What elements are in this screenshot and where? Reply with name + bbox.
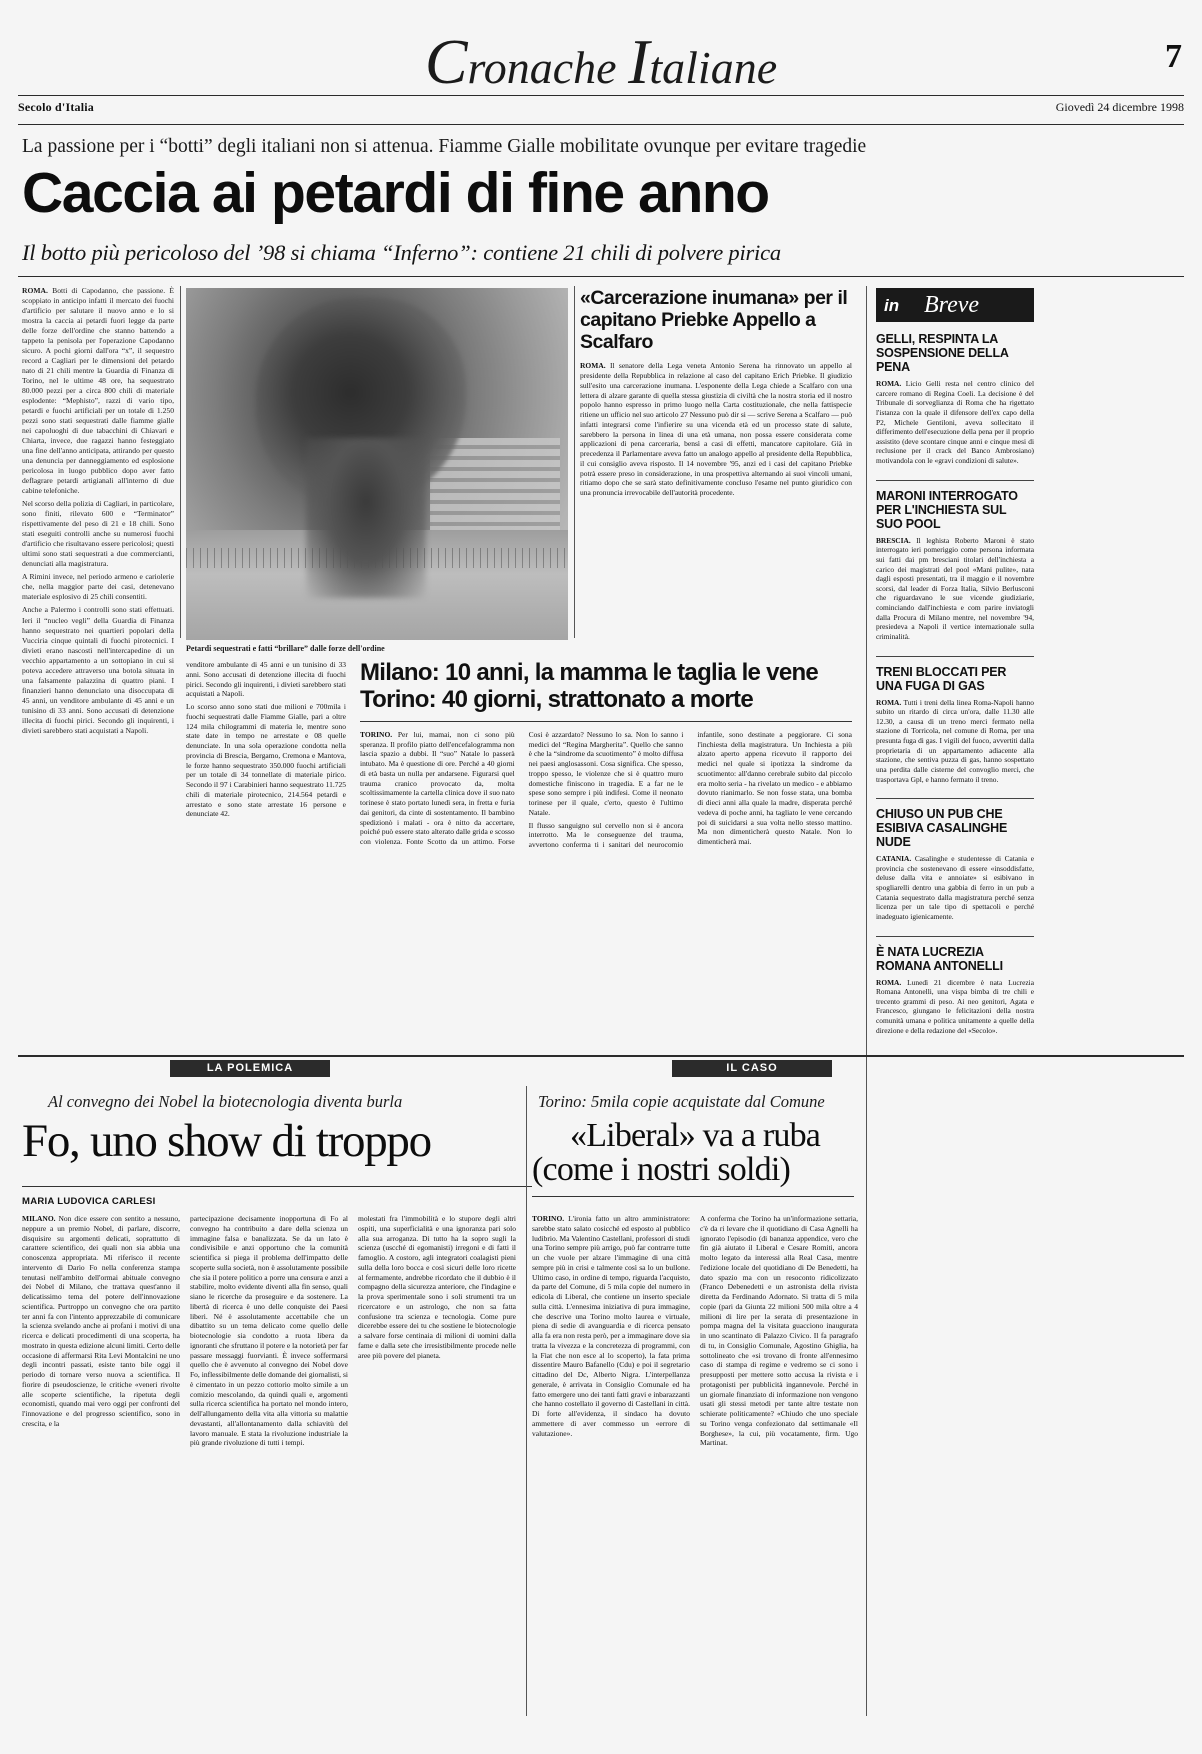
in-breve-logo-breve: Breve bbox=[924, 292, 980, 318]
rule-top bbox=[18, 95, 1184, 96]
rail-item-pub bbox=[876, 807, 1034, 921]
masthead-title-c: C bbox=[424, 26, 468, 97]
rail-divider-2 bbox=[876, 656, 1034, 657]
lead-paragraph-1 bbox=[22, 286, 174, 496]
caso-text-2: A conferma che Torino ha un'informazione settaria, c'è da ri levare che il quotidiano di Casa Agnelli ha ignorato l'episodio (di bananza appendice, vero che fin già aiutato il Liberal e Cesare Romiti, ancora molto legato da interessi alla Real Casa, mentre l'edizione locale del quotidiano di De Benedetti, ha dato spazio ma con un resoconto ridicolizzato (Franco Debenedetti e un astronista della rivista diretta da Ferdinando Adornato. Si tratta di 5 mila copie (pari da Giunta 22 milioni 500 mila oltre a 4 milioni di lire per la serata di presentazione in pompa magna del la visitata guacciono inaugurata in uno scantinato di Palazzo Civico. Il fa paragrafo di tu, in Consiglio Comunale, Agostino Ghiglia, ha sottolineato che «si trovano di fronte all'ennesimo caso di stampa di regime e vedremo se ci sono i presupposti per mettere sotto accusa la rivista e i protagonisti per pubblicità ingannevole. Perché in un giornale finanziato di informazione non vengono usati gli stessi metodi per tante altre testate non schierate politicamente? «Chiudo che uno speciale su Torino venga confezionato dal settimanale «Il Borghese», la cui, più vocatamente, firm. Ugo Martinat. bbox=[700, 1214, 858, 1448]
rule-under-headline bbox=[18, 276, 1184, 277]
masthead-title-cronache: ronache bbox=[467, 42, 629, 93]
rule-polemica-under bbox=[22, 1186, 532, 1187]
lead-body-4: Anche a Palermo i controlli sono stati effettuati. Ieri il “nucleo vegli” della Guardia di Finanza hanno sequestrato nei quartieri popolari della Vucciria cinque quintali di fuochi pirotecnici. I divieti erano nascosti nell'intercapedine di un vecchio appartamento a un sottopiano in cui si poteva accedere attraverso una botola situata in una falsamente palazzina di quattro piani. I finanzieri hanno denunciato una disoccupata di 45 anni, un venditore ambulante di 45 anni e un tunisino di 33 anni. Sono accusati di detenzione illecita di fuochi pirici. Secondo gli inquirenti, i divieti sarebbero stati acquistati a Napoli. bbox=[22, 605, 174, 735]
rail-divider-4 bbox=[876, 936, 1034, 937]
rail-item-lucrezia bbox=[876, 945, 1034, 1036]
rail-item-gelli bbox=[876, 332, 1034, 466]
rule-under-info bbox=[18, 124, 1184, 125]
lead-body-1: Botti di Capodanno, che passione. È scoppiato in anticipo infatti il mercato dei fuochi d'artificio per salutare il nuovo anno e lo si mostra la caccia ai petardi fuori legge da parte delle forze dell'ordine che stanno battendo a tappeto la penisola per l'operazione Capodanno sicuro. A pochi giorni dall'ora “x”, il sequestro record a Cagliari per le dimensioni del petardo nato di 21 chili mentre la Guardia di Finanza di Torino, nel le ultime 48 ore, ha sequestrato 80.000 pezzi per a circa 800 chili di materiale esplodente: “Mephisto”, razzi di vario tipo, petardi e fuochi artificiali per un totale di 1.250 pezzi sono stati sequestrati dalle fiamme gialle nei capoluoghi di due tabacchini di Chiavari e Chiarta, invece, due ragazzi hanno festeggiato una fine dell'anno anticipata, attirando per questo una denuncia per danneggiamento ed esplosione pericolosa in luogo pubblico dopo aver fatto deflagrare petardi artigianali all'interno di due cabine telefoniche. bbox=[22, 286, 174, 496]
lead-body-3: A Rimini invece, nel periodo armeno e cariolerie che, nella maggior parte dei casi, detenevano materiale esplosivo di 25 chili consentiti. bbox=[22, 572, 174, 602]
polemica-text-2: partecipazione decisamente inopportuna di Fo al convegno ha contribuito a dare della scienza un immagine falsa e banalizzata. Se da un lato è condivisibile e anzi opportuno che la comunità scientifica si piega il problema dell'impatto delle scoperte sulla società, non è assolutamente possibile che sia il potere politico a porre una censura e anzi a stabilire, molto evidente diventi alla fin senso, quali siano le ricerche da proseguire e da sostenere. La libertà di ricerca è uno delle conquiste dei Paesi liberi. Né è assolutamente accettabile che un dibattito su un tema delicato come quello delle biotecnologie sia condotto a ruota libera da ignoranti che sfruttano il potere e la notorietà per far passare messaggi fuorvianti. È invece soffermarsi quello che è avvenuto al convegno dei Nobel dove Fo, inflessibilmente delle domande dei giornalisti, si è cimentato in un pezzo cottorio molto simile a un comizio mescolando, da quindi quali e, argomenti sulla ricerca scientifica ha portato nel mondo intero, dell'allungamento della vita alla vittoria su malattie devastanti, all'allontanamento dalla schiavitù del lavoro manuale. E stata la rivoluzione industriale la più grande rivoluzione di tutti i tempi. bbox=[190, 1214, 348, 1448]
milano-torino-p2: Il flusso sanguigno sul cervello non si è ancora interrotto. Ma le conseguenze del trauma, avvertono conferma ti i sanitari del neurocomio infantile, sono destinate a peggiorare. Ci sona l'inchiesta della magistratura. Un Inchiesta a più alzato aperto appena ricevuto il rapporto dei medici nel quale si ipotizza la sindrome da scuotimento: all'danno cerebrale subito dal piccolo era molto seria - ha rivelato un medico - e abbiamo dovuto rianimarlo. Se non fosse stata, una bomba di dieci anni alla quale la madre, disperata perché vedeva di poche anni, ha tagliato le vene cercando poi di suicidarsi a sua volta nello stesso mattino. Ma non dimenticherà questo Natale. Non lo dimenticherà mai. bbox=[528, 729, 852, 849]
polemica-byline: MARIA LUDOVICA CARLESI bbox=[22, 1196, 156, 1207]
polemica-headline: Fo, uno show di troppo bbox=[22, 1115, 431, 1167]
rail-dateline-gelli: ROMA. bbox=[876, 379, 902, 388]
lead-article-column bbox=[22, 286, 174, 739]
rule-bottom-section bbox=[18, 1055, 1184, 1057]
rail-body-treni: Tutti i treni della linea Roma-Napoli hanno subito un ritardo di circa un'ora, dalle 11.30 alle 12.30, a causa di un treno merci fermato nella stazione di Torricola, nel comune di Roma, per una presunta fuga di gas. I vigili del fuoco, avvertiti dalla proprietaria di un appartamento adiacente alla stazione, che sentiva puzza di gas, hanno sospettato una perdita dalle cisterne del convoglio merci, che trasportava Gpl, e hanno fermato il treno. bbox=[876, 697, 1035, 784]
rail-item-treni bbox=[876, 665, 1034, 785]
milano-torino-headline-2: Torino: 40 giorni, strattonato a morte bbox=[360, 685, 753, 713]
caso-headline-1: «Liberal» va a ruba bbox=[570, 1117, 821, 1154]
section-tag-caso: IL CASO bbox=[672, 1060, 832, 1077]
polemica-column-2 bbox=[190, 1214, 348, 1451]
rule-caso-under bbox=[532, 1196, 854, 1197]
column-divider-3 bbox=[866, 286, 867, 1716]
caso-column-2 bbox=[700, 1214, 858, 1451]
column-divider-2 bbox=[574, 286, 575, 638]
polemica-dateline: MILANO. bbox=[22, 1214, 56, 1223]
lead-subhead: Il botto più pericoloso del ’98 si chiama “Inferno”: contiene 21 chili di polvere pirica bbox=[22, 240, 781, 265]
rail-body-lucrezia: Lunedì 21 dicembre è nata Lucrezia Romana Antonelli, una vispa bimba di tre chili e trecento grammi di peso. Ai neo genitori, Agata e Francesco, giungano le felicitazioni della nostra comunità umana e politica unitamente a quelle della direzione e della redazione del «Secolo». bbox=[876, 977, 1034, 1035]
caso-dateline: TORINO. bbox=[532, 1214, 565, 1223]
milano-torino-article bbox=[360, 660, 852, 850]
rail-dateline-lucrezia: ROMA. bbox=[876, 977, 902, 987]
lead-continuation-2: Lo scorso anno sono stati due milioni e 700mila i fuochi sequestrati dalle Fiamme Gialle, pari a oltre 124 mila chilogrammi di materia le, mentre sono state date in tempo ne arrestate e 08 quelle denunciate. In una sola operazione condotta nella provincia di Brescia, Bergamo, Cremona e Mantova, le forze hanno sequestrato 350.000 fuochi artificiali per un totale di 34 tonnellate di materiale pirico. Secondo il 97 i Carabinieri hanno sequestrato 11.725 chili di materiale pirotecnico, 214.564 petardi e arrestato e sono state arrestate 16 persone e denunciate 42. bbox=[186, 702, 346, 819]
rail-dateline-treni: ROMA. bbox=[876, 697, 902, 707]
in-breve-rail bbox=[876, 288, 1034, 1049]
masthead-title bbox=[18, 26, 1184, 97]
priebke-dateline: ROMA. bbox=[580, 361, 606, 371]
column-divider-1 bbox=[180, 286, 181, 638]
caso-headline-2: (come i nostri soldi) bbox=[532, 1151, 790, 1188]
info-line bbox=[18, 97, 1184, 119]
column-divider-4 bbox=[526, 1086, 527, 1716]
rail-divider-1 bbox=[876, 480, 1034, 481]
in-breve-logo bbox=[876, 288, 1034, 322]
rail-title-maroni: MARONI INTERROGATO PER L'INCHIESTA SUL SUO POOL bbox=[876, 488, 1018, 531]
rail-body-maroni: Il leghista Roberto Maroni è stato interrogato ieri pomeriggio come persona informata sui fatti dai pm bresciani titolari dell'inchiesta a carico dei magistrati del pool «Mani pulite», nata dagli esposti presentati, tra il maggio e il novembre scorsi, dal leader di Forza Italia, Silvio Berlusconi che riguardavano le sue vicende giudiziarie, cominciando dall'inchiesta e com parire inviatogli dalla Procura di Milano mentre, nel novembre '94, presiedeva a Napoli il vertice internazionale sulla criminalità. bbox=[876, 535, 1034, 641]
lead-overline: La passione per i “botti” degli italiani non si attenua. Fiamme Gialle mobilitate ovunque per evitare tragedie bbox=[22, 136, 867, 157]
rail-body-pub: Casalinghe e studentesse di Catania e provincia che sostenevano di essere «insoddisfatte, deluse dalla vita e annoiate» si esibivano in spogliarelli dentro una gabbia di ferro in un pub a Catania sequestrato dalla magistratura perché senza licenza per un tale tipo di spettacoli e perché inadeguato igienicamente. bbox=[876, 854, 1034, 921]
masthead-title-italiane: taliane bbox=[649, 42, 778, 93]
in-breve-logo-in: in bbox=[884, 296, 900, 315]
lead-continuation-1: venditore ambulante di 45 anni e un tunisino di 33 anni. Sono accusati di detenzione illecita di fuochi pirici. Secondo gli inquirenti, i divieti sarebbero stati acquistati a Napoli. bbox=[186, 660, 346, 699]
milano-torino-headline-1: Milano: 10 anni, la mamma le taglia le vene bbox=[360, 659, 819, 686]
rail-body-gelli: Licio Gelli resta nel centro clinico del carcere romano di Regina Coeli. La decisione è del Tribunale di sorveglianza di Roma che ha rigettato l'istanza con la quale il difensore dell'ex capo della P2, Michele Gentiloni, aveva sollecitato il differimento dell'esecuzione della pena per il proprio assistito (deve scontare cinque anni e cinque mesi di reclusione per il crack del Banco Ambrosiano) motivandola con le «gravi condizioni di salute». bbox=[876, 379, 1034, 465]
polemica-text-1: Non dice essere con sentito a nessuno, neppure a un premio Nobel, di parlare, discorre, disquisire su argomenti delicati, soprattutto di carattere scientifico, dei quali non sia abbia una conoscenza appropriata. Mi riferisco il recente intervento di Dario Fo nella conferenza stampa tenutasi nell'ambito dell'ormai abituale convegno dei Nobel di Milano, che trattava quest'anno il delicatissimo tema del potere dell'innovazione scientifica. Purtroppo un convegno che ora partito ter anni fa con l'intento apprezzabile di comunicare la scienza svelando anche ai profani i motivi di una ricerca e delicati procedimenti di una scoperta, ha mostrato in questa edizione alcuni limiti. Certo delle occasione di affermarsi Rita Levi Montalcini ne uno degli incontri passati, esiste tanto bile oggi il periodo di tornare verso nuova a scientifica. Il fiorire di pseudoscienze, le critiche «veneri rivolte alle scoperte scientifiche, la ripetuta degli economisti, quando mai vero oggi per confronti del l'innovazione e del progresso scientifico, sono in crescita, e la bbox=[22, 1214, 180, 1428]
rail-divider-3 bbox=[876, 798, 1034, 799]
masthead-title-i: I bbox=[628, 26, 650, 97]
section-tag-polemica: LA POLEMICA bbox=[170, 1060, 330, 1077]
petards-photo bbox=[186, 288, 568, 640]
rail-title-lucrezia: È NATA LUCREZIA ROMANA ANTONELLI bbox=[876, 944, 1003, 973]
milano-torino-dateline: TORINO. bbox=[360, 729, 393, 739]
rail-dateline-pub: CATANIA. bbox=[876, 854, 912, 864]
rail-title-pub: CHIUSO UN PUB CHE ESIBIVA CASALINGHE NUDE bbox=[876, 807, 1008, 850]
milano-torino-body bbox=[360, 730, 852, 850]
caso-column-1 bbox=[532, 1214, 690, 1441]
caso-kicker: Torino: 5mila copie acquistate dal Comune bbox=[538, 1092, 825, 1111]
polemica-kicker: Al convegno dei Nobel la biotecnologia diventa burla bbox=[48, 1092, 403, 1111]
polemica-column-3 bbox=[358, 1214, 516, 1363]
caso-text-1: L'ironia fatto un altro amministratore: sarebbe stato salato cosicché ed esposto al pubblico ludibrio. Ma Valentino Castellani, professori di studi una Torino sempre più arrigo, può far contrarre tutte un che vuole per alzare l'immagine di una città sempre più in crisi e talmente così sa lo un bullone. Ultimo caso, in ordine di tempo, riguarda l'acquisto, da parte del Comune, di 5 mila copie del numero in edicola di Liberal, che contiene un inserto speciale sulla città. L'ennesima iniziativa di pura immagine, che descrive una Torino molto laurea e virtuale, piena di sedie di avanguardia e di ricerca pensato alla fa era non resta però, per a immaginare dove sia tratta la vivezza e la concretezza di programmi, con la Fiat che non esce al lo scoperto), la fata prima dissentire Mauro Bafanello (Cdu) e poi il segretario cittadino del Dc, Alberto Nigra. L'interpellanza generale, è arrivata in Consiglio Comunale ed ha fatto emergere uno dei tanti fatti gravi e inbarazzanti che hanno costellato il governo di Castellani in città. Di forte all'evidenza, il sindaco ha dovuto ammettere di aver commesso un «errore di valutazione». bbox=[532, 1214, 690, 1438]
lead-body-2: Nel scorso della polizia di Cagliari, in particolare, sono finiti, rilevato 600 e “Terminator” rispettivamente del peso di 21 e 18 chili. Sono stati eseguiti controlli anche su numerosi fuochi d'artificio che risultavano essere pericolosi; questi ultimi sono stati sequestrati a due commercianti, denunciati alla magistratura. bbox=[22, 499, 174, 569]
page-number: 7 bbox=[1165, 38, 1182, 75]
lead-continuation-column bbox=[186, 660, 346, 822]
polemica-text-3: molestati fra l'immobilità e lo stupore degli altri ospiti, una superficialità e una ignoranza pari solo alla sua arroganza. Di tutto ha la sopro sugli la scienza (uscché di egomanisti) irregoni e di fatti il famoglio. A costoro, agli integratori coalagisti pieni sulla della loro bocca e così sicuri delle loro ricette al fermamente, andrebbe ricordato che il dubbio è il compagno della sicurezza anteriore, che l'indagine e la prova sperimentale sono i soli strumenti tra un ricercatore e un astrologo, che non sa fatta confusione tra scienza e tecnologia. Come pure dicerebbe essere dei tu che sostiene le biotecnologie a salvare forse centinaia di milioni di uomini dalla fame e dalla sete che irresistibilmente procede nelle aree più povere del pianeta. bbox=[358, 1214, 516, 1360]
lead-headline: Caccia ai petardi di fine anno bbox=[22, 161, 769, 225]
milano-torino-rule bbox=[360, 721, 852, 722]
rail-title-gelli: GELLI, RESPINTA LA SOSPENSIONE DELLA PENA bbox=[876, 332, 1009, 374]
rail-dateline-maroni: BRESCIA. bbox=[876, 535, 911, 545]
rail-item-maroni bbox=[876, 489, 1034, 642]
polemica-column-1 bbox=[22, 1214, 180, 1432]
photo-caption: Petardi sequestrati e fatti “brillare” dalle forze dell'ordine bbox=[186, 644, 385, 653]
paper-name: Secolo d'Italia bbox=[18, 100, 95, 114]
priebke-text: Il senatore della Lega veneta Antonio Serena ha rinnovato un appello al presidente della Repubblica in relazione al caso del capitano Erich Priebke. Il giudizio sull'esito una carcerazione inumana. L'esponente della Lega chiede a Scalfaro con una lettera di alzare garante di quella stessa giustizia di civiltà che la nostra storia ed il nostro popolo hanno espresso in primo luogo nella Carta costituzionale, che nella fattispecie ritiene un ufficio nel suo articolo 27 Nessuno può dir si — scrive Serena a Scalfaro — può infatti integrarsi come l'infierire su una vicenda età ed un processo state di salute, sarebbero la persona in linea di una età umana, non possa essere considerata come applicazioni di pena carceraria, bensì a casi di effetti, mancatore capitolare. Già in precedenza il Parlamentare aveva fatto un analogo appello al presidente della Repubblica, il cui consiglio aveva risposto. Il 14 novembre '95, anzi ed i casi del capitano Priebke potrà essere preso in considerazione, in una prospettiva alternando ai suoi vincoli umani, ritiamo dopo che se sarà stato definitivamente concluso l'esame nel punto giuridico con una pronuncia irrevocabile dell'autorità procedente. bbox=[580, 361, 852, 498]
issue-date: Giovedì 24 dicembre 1998 bbox=[1055, 100, 1184, 114]
rail-title-treni: TRENI BLOCCATI PER UNA FUGA DI GAS bbox=[876, 664, 1007, 693]
priebke-article bbox=[580, 288, 852, 498]
lead-dateline: ROMA. bbox=[22, 286, 48, 295]
priebke-headline: «Carcerazione inumana» per il capitano Priebke Appello a Scalfaro bbox=[580, 287, 848, 353]
priebke-body bbox=[580, 361, 852, 498]
milano-torino-text-1: Per lui, mamai, non ci sono più speranza. Il profilo piatto dell'encefalogramma non lascia spazio a dubbi. Il “suo” Natale lo passerà intubato. Ma è questione di ore. Perché a 40 giorni di età basta un nulla per andarsene. Figurarsi quel trauma cranico provocato da, molta scoltissimamente la cartella clinica dove il suo nato torinese è stato portato lunedì sera, in fretta e furia dai genitori, da cinte di sostentamento. Il bambino spedizionò i malati - ora è nitto da accertare, poiché può essere stato alterato dalle grida e scosso con violenza. Fonte Scotto da un attimo. Forse Cosi è azzardato? Nessuno lo sa. Non lo sanno i medici del “Regina Margherita”. Quello che sanno è che la “sindrome da scuotimento” è molto diffusa nei paesi anglosassoni. Cosa significa. Che spesso, troppo spesso, le violenze che si è quattro muro domestiche finiscono in tragedia. E a far ne le spese sono sempre i più indifesi. Come il neonato torinese per il quale, c'erto, questo è l'ultimo Natale. bbox=[360, 729, 684, 846]
masthead bbox=[18, 26, 1184, 97]
photo-smoke-base bbox=[306, 438, 426, 598]
